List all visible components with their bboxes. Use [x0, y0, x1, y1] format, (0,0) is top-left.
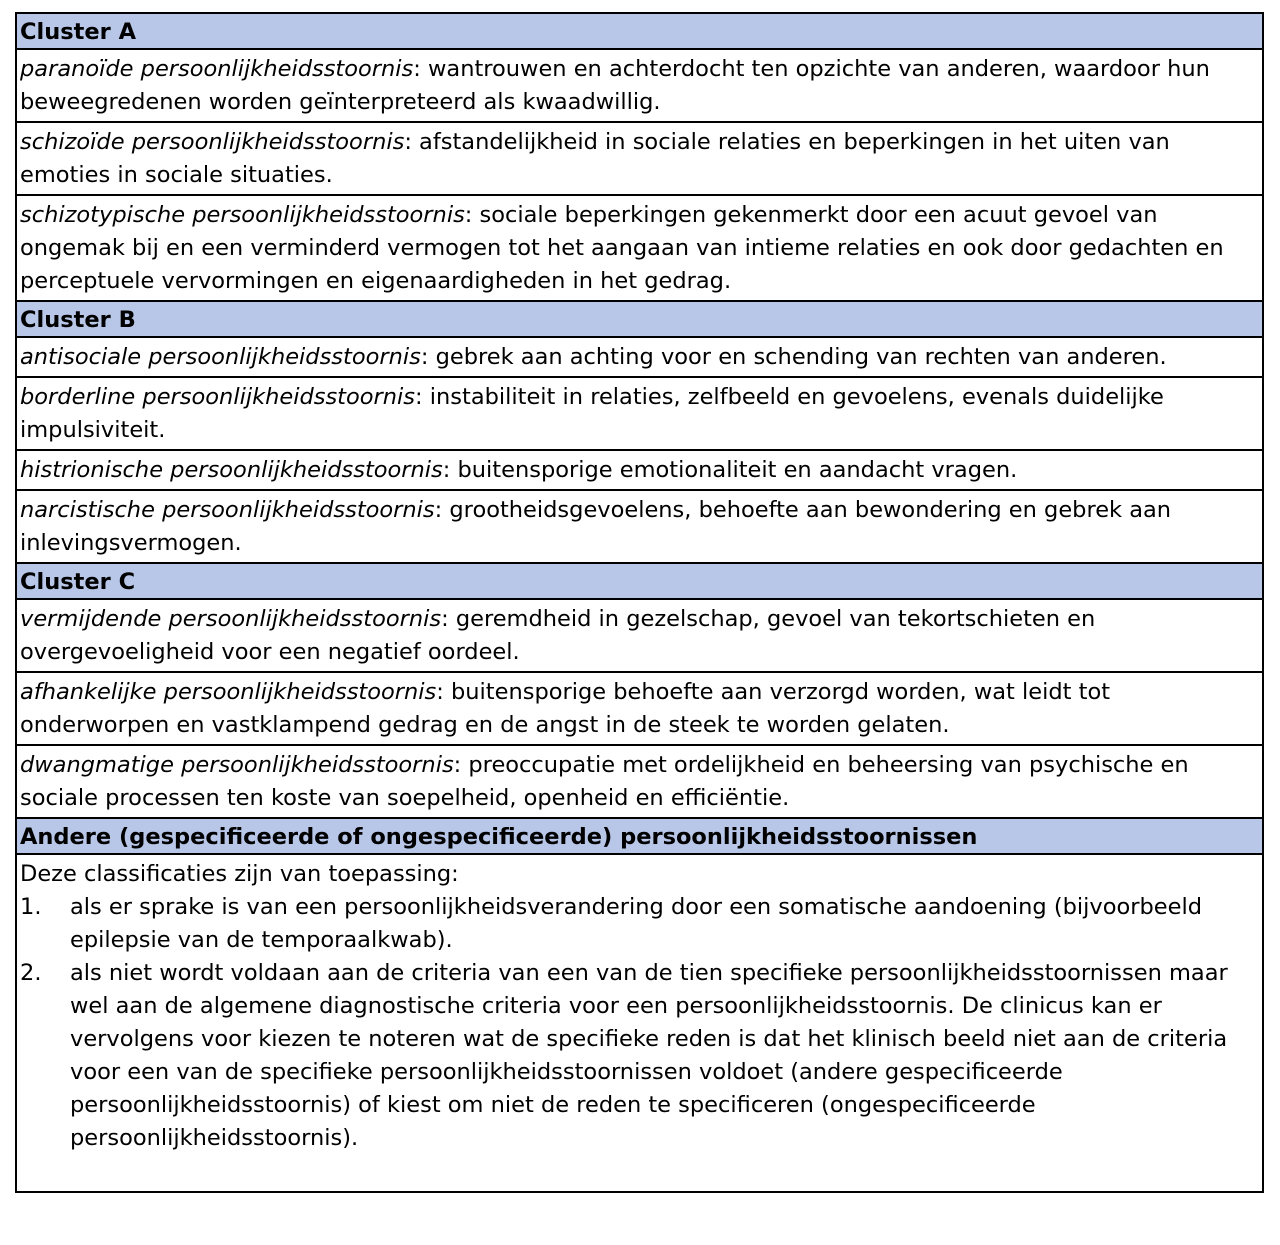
personality-disorders-table	[15, 12, 1264, 1193]
entry-dependent	[17, 673, 1262, 746]
list-item	[20, 957, 1256, 1155]
cluster-b-header: Cluster B	[17, 302, 1262, 338]
entry-description: : buitensporige emotionaliteit en aandacht vragen.	[442, 457, 1018, 483]
entry-term: schizotypische persoonlijkheidsstoornis	[20, 202, 465, 228]
entry-term: paranoïde persoonlijkheidsstoornis	[20, 56, 414, 82]
entry-description: : wantrouwen en achterdocht ten opzichte van anderen, waardoor hun beweegredenen worden geïnterpreteerd als kwaadwillig.	[20, 56, 1210, 115]
entry-term: narcistische persoonlijkheidsstoornis	[20, 497, 435, 523]
list-item-text: als niet wordt voldaan aan de criteria van een van de tien specifieke persoonlijkheidsstoornissen maar wel aan de algemene diagnostische criteria voor een persoonlijkheidsstoornis. De clinicus kan er vervolgens voor kiezen te noteren wat de specifieke reden is dat het klinisch beeld niet aan de criteria voor een van de specifieke persoonlijkheidsstoornissen voldoet (andere gespecificeerde persoonlijkheidsstoornis) of kiest om niet de reden te specificeren (ongespecificeerde persoonlijkheidsstoornis).	[70, 960, 1228, 1151]
cluster-a-header: Cluster A	[17, 14, 1262, 50]
entry-description: : preoccupatie met ordelijkheid en beheersing van psychische en sociale processen ten koste van soepelheid, openheid en efficiëntie.	[20, 752, 1189, 811]
other-header: Andere (gespecificeerde of ongespecificeerde) persoonlijkheidsstoornissen	[17, 819, 1262, 855]
cluster-c-header: Cluster C	[17, 564, 1262, 600]
entry-term: borderline persoonlijkheidsstoornis	[20, 384, 416, 410]
entry-obsessive-compulsive	[17, 746, 1262, 819]
entry-description: : gebrek aan achting voor en schending van rechten van anderen.	[420, 344, 1167, 370]
entry-antisocial	[17, 338, 1262, 378]
entry-term: afhankelijke persoonlijkheidsstoornis	[20, 679, 437, 705]
other-description-cell	[17, 855, 1262, 1191]
entry-schizoid	[17, 123, 1262, 196]
entry-term: schizoïde persoonlijkheidsstoornis	[20, 129, 405, 155]
list-item	[20, 891, 1256, 957]
list-item-number: 2.	[20, 960, 42, 986]
list-item-number: 1.	[20, 894, 42, 920]
entry-borderline	[17, 378, 1262, 451]
entry-term: dwangmatige persoonlijkheidsstoornis	[20, 752, 454, 778]
entry-schizotypal	[17, 196, 1262, 302]
entry-term: vermijdende persoonlijkheidsstoornis	[20, 606, 442, 632]
entry-paranoid	[17, 50, 1262, 123]
entry-histrionic	[17, 451, 1262, 491]
entry-description: : instabiliteit in relaties, zelfbeeld en gevoelens, evenals duidelijke impulsiviteit.	[20, 384, 1164, 443]
entry-description: : buitensporige behoefte aan verzorgd worden, wat leidt tot onderworpen en vastklampend gedrag en de angst in de steek te worden gelaten.	[20, 679, 1111, 738]
entry-term: histrionische persoonlijkheidsstoornis	[20, 457, 443, 483]
entry-narcissistic	[17, 491, 1262, 564]
entry-description: : geremdheid in gezelschap, gevoel van tekortschieten en overgevoeligheid voor een negatief oordeel.	[20, 606, 1096, 665]
entry-description: : grootheidsgevoelens, behoefte aan bewondering en gebrek aan inlevingsvermogen.	[20, 497, 1172, 556]
other-intro: Deze classificaties zijn van toepassing:	[20, 861, 459, 887]
entry-description: : sociale beperkingen gekenmerkt door een acuut gevoel van ongemak bij en een verminderd vermogen tot het aangaan van intieme relaties en ook door gedachten en perceptuele vervormingen en eigenaardigheden in het gedrag.	[20, 202, 1224, 294]
list-item-text: als er sprake is van een persoonlijkheidsverandering door een somatische aandoening (bijvoorbeeld epilepsie van de temporaalkwab).	[70, 894, 1202, 953]
entry-description: : afstandelijkheid in sociale relaties en beperkingen in het uiten van emoties in sociale situaties.	[20, 129, 1170, 188]
entry-term: antisociale persoonlijkheidsstoornis	[20, 344, 421, 370]
entry-avoidant	[17, 600, 1262, 673]
